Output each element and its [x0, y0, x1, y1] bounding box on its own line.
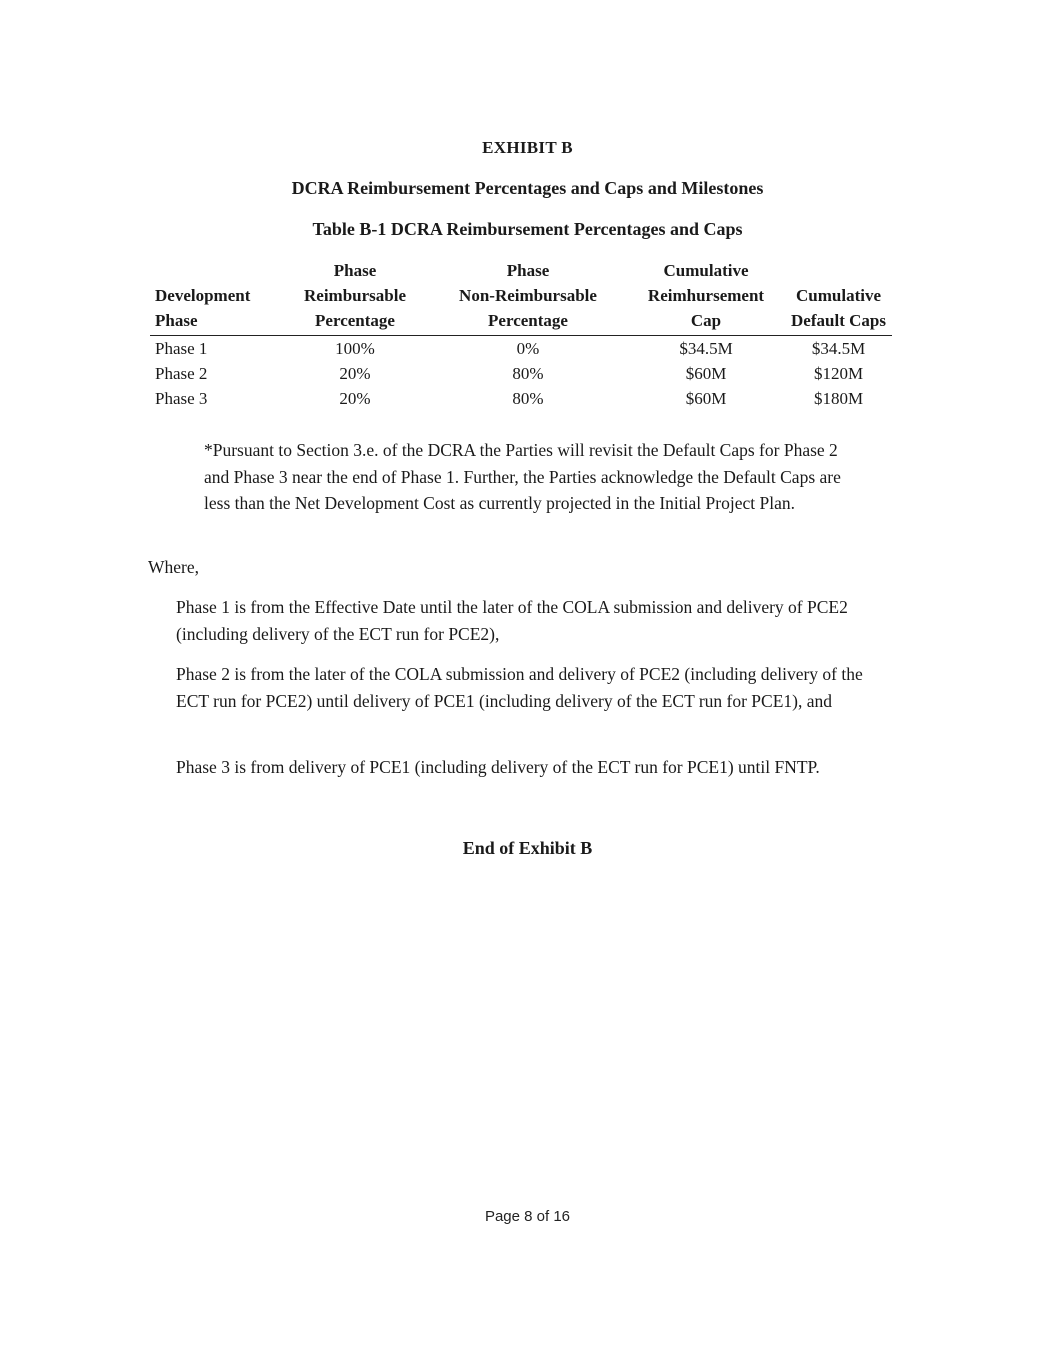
- table-header-row: [150, 258, 892, 336]
- reimbursement-caps-table: [150, 258, 892, 411]
- header-line: Reimhursement: [647, 286, 765, 305]
- cell-default-cap: $120M: [813, 364, 864, 383]
- default-caps-note: *Pursuant to Section 3.e. of the DCRA the Parties will revisit the Default Caps for Phase 2 and Phase 3 near the end of Phase 1. Further, the Parties acknowledge the Default Caps are less than the Net Development Cost as currently projected in the Initial Project Plan.: [204, 440, 841, 513]
- cell-reimbursable: 20%: [339, 389, 371, 408]
- header-line: Cap: [690, 311, 722, 330]
- header-line: Cumulative: [663, 261, 749, 280]
- cell-reimbursable: 20%: [339, 364, 371, 383]
- table-row: [150, 336, 892, 362]
- page-number: Page 8 of 16: [484, 1208, 571, 1225]
- table-caption: Table B-1 DCRA Reimbursement Percentages and Caps: [312, 219, 743, 239]
- phase-2-definition: Phase 2 is from the later of the COLA submission and delivery of PCE2 (including delivery of the ECT run for PCE2) until delivery of PCE1 (including delivery of the ECT run for PCE1), and: [176, 664, 863, 711]
- end-of-exhibit: End of Exhibit B: [462, 838, 593, 858]
- exhibit-title: EXHIBIT B: [482, 138, 573, 157]
- header-cumulative-reimbursement-cap: [627, 258, 785, 336]
- phase-3-definition: Phase 3 is from delivery of PCE1 (including delivery of the ECT run for PCE1) until FNTP.: [176, 757, 820, 777]
- cell-phase: Phase 3: [155, 389, 208, 408]
- cell-non-reimbursable: 80%: [512, 389, 544, 408]
- header-cumulative-default-caps: [785, 258, 892, 336]
- header-line: Default Caps: [791, 311, 886, 330]
- cell-cumulative-cap: $34.5M: [679, 339, 733, 358]
- cell-cumulative-cap: $60M: [685, 389, 727, 408]
- header-line: Development: [155, 286, 251, 305]
- cell-cumulative-cap: $60M: [685, 364, 727, 383]
- cell-reimbursable: 100%: [335, 339, 375, 358]
- cell-phase: Phase 2: [155, 364, 208, 383]
- table-row: [150, 361, 892, 386]
- table-row: [150, 386, 892, 411]
- header-line: Cumulative: [796, 286, 881, 305]
- cell-default-cap: $180M: [813, 389, 864, 408]
- header-development-phase: [150, 258, 281, 336]
- header-line: Phase: [333, 261, 377, 280]
- header-reimbursable-percentage: [281, 258, 429, 336]
- header-line: Phase: [155, 311, 198, 330]
- header-non-reimbursable-percentage: [429, 258, 627, 336]
- header-line: Percentage: [315, 311, 395, 330]
- where-label: Where,: [148, 557, 200, 577]
- header-line: Reimbursable: [304, 286, 406, 305]
- cell-default-cap: $34.5M: [811, 339, 866, 358]
- cell-phase: Phase 1: [155, 339, 208, 358]
- phase-1-definition: Phase 1 is from the Effective Date until the later of the COLA submission and delivery of PCE2 (including delivery of the ECT run for PCE2),: [176, 597, 848, 644]
- header-line: Phase: [506, 261, 550, 280]
- header-line: Non-Reimbursable: [459, 286, 597, 305]
- cell-non-reimbursable: 80%: [512, 364, 544, 383]
- document-subtitle: DCRA Reimbursement Percentages and Caps and Milestones: [291, 178, 764, 198]
- header-line: Percentage: [488, 311, 568, 330]
- cell-non-reimbursable: 0%: [516, 339, 540, 358]
